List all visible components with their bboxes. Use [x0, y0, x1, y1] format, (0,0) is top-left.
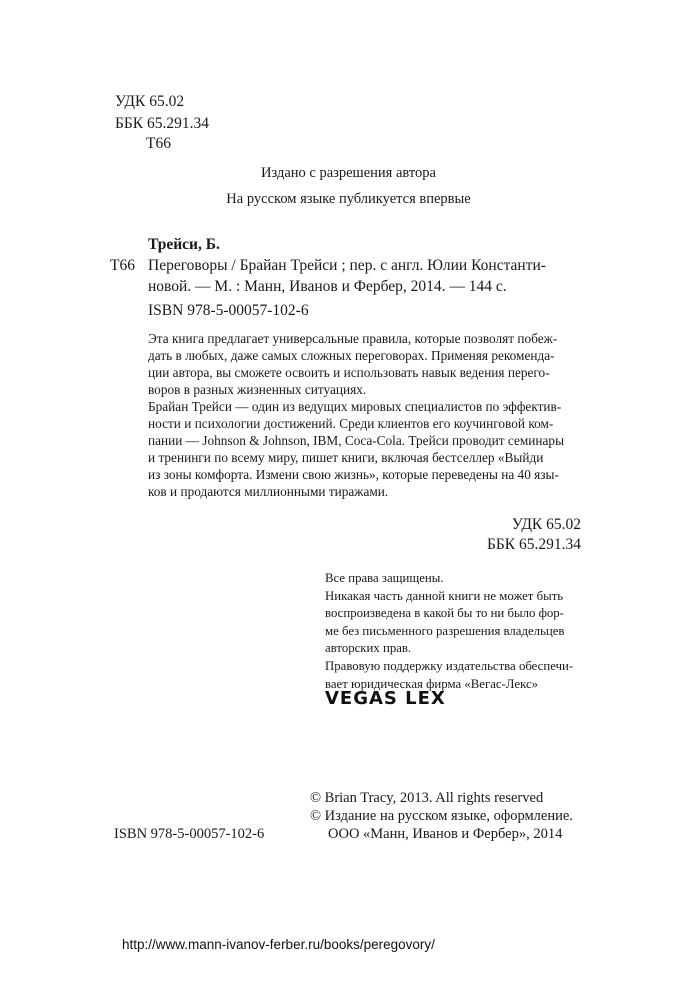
rights-notice: [325, 570, 573, 693]
annotation: [148, 330, 564, 500]
rights-line: Правовую поддержку издательства обеспечи-: [325, 658, 574, 673]
book-url[interactable]: http://www.mann-ivanov-ferber.ru/books/peregovory/: [122, 937, 435, 952]
bbk-code: ББК 65.291.34: [115, 115, 210, 132]
catalog-line-1: Переговоры / Брайан Трейси ; пер. с англ. Юлии Константи-: [148, 257, 546, 274]
copyright-line-2: © Издание на русском языке, оформление.: [310, 808, 573, 824]
rights-line: Никакая часть данной книги не может быть: [325, 588, 564, 603]
rights-line: авторских прав.: [325, 641, 412, 656]
rights-line: ме без письменного разрешения владельцев: [325, 623, 565, 638]
copyright-line-1: © Brian Tracy, 2013. All rights reserved: [310, 790, 544, 806]
author-mark: Т66: [146, 135, 171, 152]
permission-notice: Издано с разрешения автора: [261, 165, 436, 181]
catalog-isbn: ISBN 978-5-00057-102-6: [148, 302, 309, 319]
annotation-line: Брайан Трейси — один из ведущих мировых специалистов по эффектив-: [148, 399, 562, 414]
annotation-line: ности и психологии достижений. Среди клиентов его коучинговой ком-: [148, 416, 554, 431]
catalog-mark: Т66: [110, 257, 135, 274]
bottom-isbn: ISBN 978-5-00057-102-6: [114, 826, 265, 842]
bbk-code-right: ББК 65.291.34: [486, 536, 581, 553]
udk-code-right: УДК 65.02: [511, 516, 581, 533]
copyright-line-3: ООО «Манн, Иванов и Фербер», 2014: [328, 826, 563, 842]
annotation-line: ции автора, вы сможете освоить и использовать навык ведения перего-: [148, 365, 550, 380]
author-heading: Трейси, Б.: [148, 236, 220, 253]
vegas-lex-logo: VEGAS LEX: [325, 688, 446, 709]
annotation-line: и тренинги по всему миру, пишет книги, включая бестселлер «Выйди: [148, 450, 544, 465]
rights-line: Все права защищены.: [325, 571, 444, 585]
annotation-line: Эта книга предлагает универсальные правила, которые позволят побеж-: [148, 331, 558, 346]
annotation-line: воров в разных жизненных ситуациях.: [148, 382, 367, 397]
rights-line: воспроизведена в какой бы то ни было фор-: [325, 606, 564, 621]
annotation-line: пании — Johnson & Johnson, IBM, Coca-Cola. Трейси проводит семинары: [148, 433, 565, 448]
annotation-line: ков и продаются миллионными тиражами.: [148, 484, 389, 499]
catalog-line-2: новой. — М. : Манн, Иванов и Фербер, 2014. — 144 с.: [148, 278, 507, 295]
annotation-line: из зоны комфорта. Измени свою жизнь», которые переведены на 40 язы-: [148, 467, 559, 482]
rights-line: вает юридическая фирма «Вегас-Лекс»: [325, 676, 539, 691]
first-russian-notice: На русском языке публикуется впервые: [226, 191, 471, 207]
udk-code: УДК 65.02: [115, 93, 185, 110]
annotation-line: дать в любых, даже самых сложных переговорах. Применяя рекоменда-: [148, 348, 555, 363]
